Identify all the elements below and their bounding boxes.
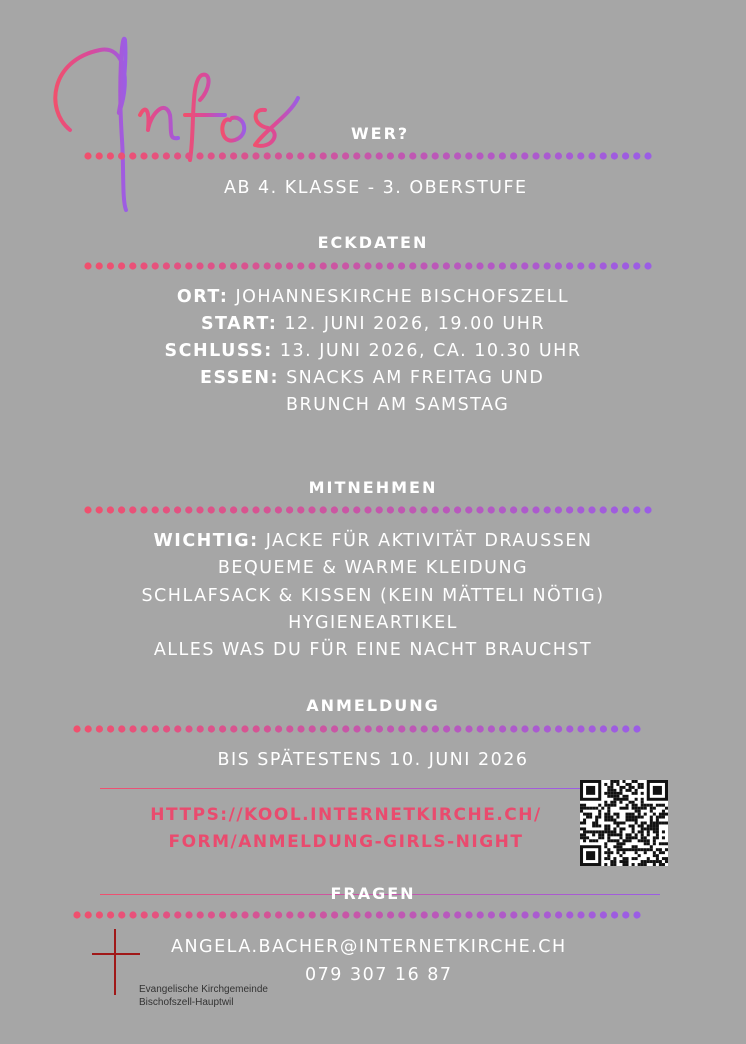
divider-dot — [432, 506, 439, 513]
divider-dot — [443, 506, 450, 513]
divider-dot — [577, 725, 584, 732]
divider-dot — [376, 725, 383, 732]
divider-dot — [398, 262, 405, 269]
wichtig-label: WICHTIG: — [153, 531, 259, 551]
divider-dot — [107, 506, 114, 513]
divider-dot — [152, 911, 159, 918]
divider-dot — [342, 262, 349, 269]
divider-dot — [309, 911, 316, 918]
divider-dot — [409, 911, 416, 918]
divider-dot — [185, 725, 192, 732]
ort-line — [0, 287, 746, 307]
divider-dot — [84, 262, 91, 269]
divider-dot — [600, 262, 607, 269]
divider-dot — [230, 152, 237, 159]
divider-dot — [241, 911, 248, 918]
divider-dot — [532, 506, 539, 513]
divider-dot — [499, 262, 506, 269]
divider-dot — [510, 506, 517, 513]
divider-dot — [129, 262, 136, 269]
divider-dot — [600, 506, 607, 513]
divider-dot — [633, 262, 640, 269]
divider-dot — [555, 152, 562, 159]
divider-dot — [320, 152, 327, 159]
divider-dot — [588, 262, 595, 269]
divider-dot — [353, 152, 360, 159]
registration-link-line-2[interactable]: FORM/ANMELDUNG-GIRLS-NIGHT — [168, 832, 524, 852]
divider-dot — [544, 911, 551, 918]
eckdaten-heading: ECKDATEN — [317, 233, 429, 252]
divider-dot — [196, 506, 203, 513]
divider-dot — [622, 911, 629, 918]
wer-heading: WER? — [351, 124, 410, 143]
divider-dots — [0, 260, 746, 272]
divider-dot — [477, 725, 484, 732]
divider-dot — [107, 911, 114, 918]
divider-dot — [185, 506, 192, 513]
ort-value: JOHANNESKIRCHE BISCHOFSZELL — [235, 287, 570, 307]
divider-dot — [241, 262, 248, 269]
divider-dot — [342, 725, 349, 732]
divider-dot — [555, 911, 562, 918]
divider-dot — [96, 725, 103, 732]
divider-dot — [163, 911, 170, 918]
divider-dot — [432, 725, 439, 732]
divider-dot — [566, 911, 573, 918]
divider-dot — [555, 262, 562, 269]
divider-dot — [252, 506, 259, 513]
divider-dot — [73, 911, 80, 918]
divider-dot — [387, 506, 394, 513]
divider-dot — [499, 506, 506, 513]
divider-dot — [600, 911, 607, 918]
divider-dot — [107, 152, 114, 159]
divider-dot — [387, 911, 394, 918]
divider-dot — [141, 911, 148, 918]
divider-dot — [297, 911, 304, 918]
essen-value-1: SNACKS AM FREITAG UND — [286, 368, 545, 388]
divider-dot — [611, 262, 618, 269]
list-item: ALLES WAS DU FÜR EINE NACHT BRAUCHST — [153, 640, 593, 660]
divider-dot — [544, 725, 551, 732]
divider-dot — [141, 725, 148, 732]
divider-dot — [421, 911, 428, 918]
registration-link-line-1[interactable]: HTTPS://KOOL.INTERNETKIRCHE.CH/ — [150, 805, 542, 825]
divider-dot — [376, 152, 383, 159]
divider-dot — [521, 911, 528, 918]
divider-dot — [286, 725, 293, 732]
divider-dot — [409, 152, 416, 159]
divider-dot — [140, 152, 147, 159]
divider-dot — [73, 725, 80, 732]
divider-dot — [465, 506, 472, 513]
qr-code-icon[interactable] — [580, 780, 668, 866]
wichtig-value: JACKE FÜR AKTIVITÄT DRAUSSEN — [265, 531, 593, 551]
divider-dot — [454, 262, 461, 269]
divider-dot — [342, 152, 349, 159]
divider-dot — [398, 152, 405, 159]
divider-dot — [588, 152, 595, 159]
divider-dot — [253, 911, 260, 918]
divider-dot — [275, 725, 282, 732]
divider-dots — [0, 150, 746, 162]
divider-dot — [163, 262, 170, 269]
divider-dot — [185, 262, 192, 269]
divider-dot — [544, 262, 551, 269]
divider-dot — [174, 152, 181, 159]
contact-email[interactable]: ANGELA.BACHER@INTERNETKIRCHE.CH — [171, 937, 567, 957]
divider-dot — [353, 911, 360, 918]
divider-dot — [566, 506, 573, 513]
divider-dot — [219, 506, 226, 513]
divider-dot — [476, 262, 483, 269]
divider-dot — [230, 506, 237, 513]
divider-dot — [376, 262, 383, 269]
divider-dot — [241, 152, 248, 159]
divider-dot — [387, 152, 394, 159]
divider-dot — [420, 506, 427, 513]
list-item: SCHLAFSACK & KISSEN (KEIN MÄTTELI NÖTIG) — [141, 586, 605, 606]
divider-dot — [510, 262, 517, 269]
divider-dot — [297, 725, 304, 732]
divider-dot — [241, 506, 248, 513]
divider-dot — [589, 911, 596, 918]
divider-dot — [140, 262, 147, 269]
divider-dot — [532, 262, 539, 269]
divider-dot — [208, 152, 215, 159]
divider-dot — [465, 911, 472, 918]
divider-dot — [331, 506, 338, 513]
divider-dot — [409, 725, 416, 732]
divider-dot — [577, 911, 584, 918]
divider-dot — [129, 506, 136, 513]
divider-dot — [443, 262, 450, 269]
divider-dot — [152, 152, 159, 159]
divider-dot — [421, 725, 428, 732]
divider-dot — [499, 911, 506, 918]
divider-dot — [477, 911, 484, 918]
wichtig-line — [0, 531, 746, 551]
divider-dot — [376, 506, 383, 513]
divider-dot — [353, 262, 360, 269]
divider-dot — [84, 506, 91, 513]
start-line — [0, 314, 746, 334]
divider-dot — [174, 262, 181, 269]
divider-dot — [107, 725, 114, 732]
divider-dot — [633, 911, 640, 918]
deadline-text: BIS SPÄTESTENS 10. JUNI 2026 — [217, 750, 529, 770]
divider-dot — [297, 152, 304, 159]
divider-dot — [465, 725, 472, 732]
divider-dot — [622, 725, 629, 732]
divider-dot — [197, 725, 204, 732]
divider-dots — [0, 723, 746, 735]
divider-dot — [555, 725, 562, 732]
divider-dot — [96, 152, 103, 159]
divider-dot — [96, 911, 103, 918]
divider-dot — [622, 152, 629, 159]
divider-dot — [196, 152, 203, 159]
divider-dot — [252, 152, 259, 159]
divider-dot — [398, 725, 405, 732]
divider-dot — [286, 152, 293, 159]
divider-dot — [185, 152, 192, 159]
start-label: START: — [200, 314, 278, 334]
schluss-line — [0, 341, 746, 361]
wer-text: AB 4. KLASSE - 3. OBERSTUFE — [224, 178, 528, 198]
divider-dot — [118, 152, 125, 159]
divider-dot — [107, 262, 114, 269]
divider-dot — [286, 506, 293, 513]
divider-dot — [588, 506, 595, 513]
divider-dot — [219, 725, 226, 732]
ort-label: ORT: — [176, 287, 229, 307]
divider-dot — [163, 725, 170, 732]
divider-dot — [309, 725, 316, 732]
divider-dot — [555, 506, 562, 513]
divider-dot — [420, 152, 427, 159]
divider-dot — [622, 262, 629, 269]
divider-dot — [196, 262, 203, 269]
divider-dots — [0, 504, 746, 516]
divider-dot — [533, 911, 540, 918]
start-value: 12. JUNI 2026, 19.00 UHR — [284, 314, 546, 334]
divider-dot — [275, 262, 282, 269]
divider-dot — [286, 262, 293, 269]
divider-dot — [465, 262, 472, 269]
divider-dot — [488, 152, 495, 159]
divider-dot — [264, 725, 271, 732]
divider-dot — [185, 911, 192, 918]
divider-dot — [420, 262, 427, 269]
divider-dot — [163, 506, 170, 513]
divider-dot — [600, 725, 607, 732]
divider-dot — [364, 262, 371, 269]
divider-dot — [208, 506, 215, 513]
org-name-line-2: Bischofszell-Hauptwil — [139, 997, 234, 1008]
divider-dot — [174, 506, 181, 513]
divider-dot — [308, 152, 315, 159]
divider-dot — [253, 725, 260, 732]
divider-dot — [465, 152, 472, 159]
divider-dot — [454, 152, 461, 159]
divider-dot — [85, 911, 92, 918]
divider-dot — [510, 911, 517, 918]
divider-dot — [432, 262, 439, 269]
divider-dot — [140, 506, 147, 513]
divider-dot — [532, 152, 539, 159]
divider-dot — [264, 506, 271, 513]
divider-dot — [320, 262, 327, 269]
divider-dot — [376, 911, 383, 918]
divider-dot — [577, 152, 584, 159]
divider-dot — [409, 262, 416, 269]
divider-dot — [252, 262, 259, 269]
divider-dot — [398, 911, 405, 918]
divider-dot — [432, 152, 439, 159]
contact-phone[interactable]: 079 307 16 87 — [305, 965, 453, 985]
divider-dot — [387, 262, 394, 269]
divider-dot — [174, 725, 181, 732]
divider-dot — [331, 911, 338, 918]
divider-dot — [364, 506, 371, 513]
anmeldung-heading: ANMELDUNG — [306, 696, 440, 715]
schluss-value: 13. JUNI 2026, CA. 10.30 UHR — [279, 341, 582, 361]
divider-dot — [84, 152, 91, 159]
divider-dot — [320, 911, 327, 918]
divider-dot — [230, 725, 237, 732]
divider-dot — [353, 725, 360, 732]
divider-dot — [320, 506, 327, 513]
divider-dot — [118, 506, 125, 513]
divider-dot — [589, 725, 596, 732]
divider-dot — [365, 911, 372, 918]
divider-dot — [197, 911, 204, 918]
list-item: BEQUEME & WARME KLEIDUNG — [217, 558, 529, 578]
divider-dot — [600, 152, 607, 159]
divider-dot — [443, 725, 450, 732]
divider-dot — [208, 911, 215, 918]
divider-dot — [219, 262, 226, 269]
divider-dot — [499, 152, 506, 159]
divider-dot — [577, 506, 584, 513]
divider-dot — [488, 506, 495, 513]
divider-dot — [611, 152, 618, 159]
divider-dot — [342, 506, 349, 513]
divider-dot — [308, 506, 315, 513]
divider-dot — [521, 262, 528, 269]
divider-dot — [208, 725, 215, 732]
divider-dot — [286, 911, 293, 918]
divider-dot — [544, 152, 551, 159]
divider-dot — [152, 725, 159, 732]
divider-dot — [275, 911, 282, 918]
divider-dot — [163, 152, 170, 159]
divider-dot — [398, 506, 405, 513]
divider-dot — [152, 506, 159, 513]
divider-dot — [611, 911, 618, 918]
divider-dots — [0, 909, 746, 921]
divider-dot — [118, 911, 125, 918]
divider-dot — [454, 725, 461, 732]
divider-dot — [118, 725, 125, 732]
divider-dot — [129, 911, 136, 918]
divider-dot — [443, 152, 450, 159]
divider-dot — [275, 152, 282, 159]
divider-dot — [129, 152, 136, 159]
divider-dot — [454, 506, 461, 513]
divider-dot — [622, 506, 629, 513]
divider-dot — [342, 911, 349, 918]
divider-dot — [566, 262, 573, 269]
divider-dot — [521, 725, 528, 732]
divider-dot — [510, 152, 517, 159]
essen-value-2: BRUNCH AM SAMSTAG — [286, 395, 510, 415]
divider-dot — [443, 911, 450, 918]
divider-dot — [353, 506, 360, 513]
divider-dot — [454, 911, 461, 918]
divider-dot — [264, 911, 271, 918]
divider-dot — [96, 506, 103, 513]
divider-dot — [264, 262, 271, 269]
divider-dot — [331, 152, 338, 159]
cross-logo-icon — [92, 929, 142, 995]
divider-dot — [364, 152, 371, 159]
divider-dot — [219, 911, 226, 918]
divider-dot — [387, 725, 394, 732]
divider-dot — [633, 506, 640, 513]
divider-dot — [611, 725, 618, 732]
divider-dot — [510, 725, 517, 732]
divider-dot — [230, 911, 237, 918]
divider-dot — [365, 725, 372, 732]
divider-dot — [264, 152, 271, 159]
essen-label: ESSEN: — [200, 368, 279, 388]
mitnehmen-heading: MITNEHMEN — [308, 478, 438, 497]
divider-dot — [409, 506, 416, 513]
list-item: HYGIENEARTIKEL — [288, 613, 458, 633]
divider-dot — [85, 725, 92, 732]
divider-dot — [611, 506, 618, 513]
divider-dot — [644, 506, 651, 513]
divider-dot — [152, 262, 159, 269]
divider-dot — [219, 152, 226, 159]
divider-dot — [208, 262, 215, 269]
divider-dot — [577, 262, 584, 269]
divider-dot — [476, 506, 483, 513]
schluss-label: SCHLUSS: — [164, 341, 273, 361]
divider-dot — [633, 152, 640, 159]
divider-dot — [331, 262, 338, 269]
divider-dot — [521, 506, 528, 513]
divider-dot — [297, 506, 304, 513]
divider-dot — [118, 262, 125, 269]
divider-dot — [521, 152, 528, 159]
divider-dot — [488, 725, 495, 732]
divider-dot — [331, 725, 338, 732]
divider-dot — [275, 506, 282, 513]
divider-dot — [297, 262, 304, 269]
divider-dot — [320, 725, 327, 732]
divider-dot — [129, 725, 136, 732]
divider-dot — [174, 911, 181, 918]
divider-dot — [96, 262, 103, 269]
divider-dot — [488, 911, 495, 918]
essen-line — [200, 368, 544, 388]
divider-dot — [644, 262, 651, 269]
divider-dot — [241, 725, 248, 732]
divider-dot — [644, 152, 651, 159]
divider-dot — [432, 911, 439, 918]
divider-dot — [499, 725, 506, 732]
org-name-line-1: Evangelische Kirchgemeinde — [139, 984, 268, 995]
divider-line — [100, 788, 580, 789]
divider-dot — [533, 725, 540, 732]
divider-dot — [476, 152, 483, 159]
divider-dot — [308, 262, 315, 269]
divider-dot — [633, 725, 640, 732]
divider-dot — [566, 152, 573, 159]
divider-dot — [230, 262, 237, 269]
divider-dot — [488, 262, 495, 269]
divider-dot — [566, 725, 573, 732]
fragen-heading: FRAGEN — [330, 884, 416, 903]
divider-dot — [544, 506, 551, 513]
